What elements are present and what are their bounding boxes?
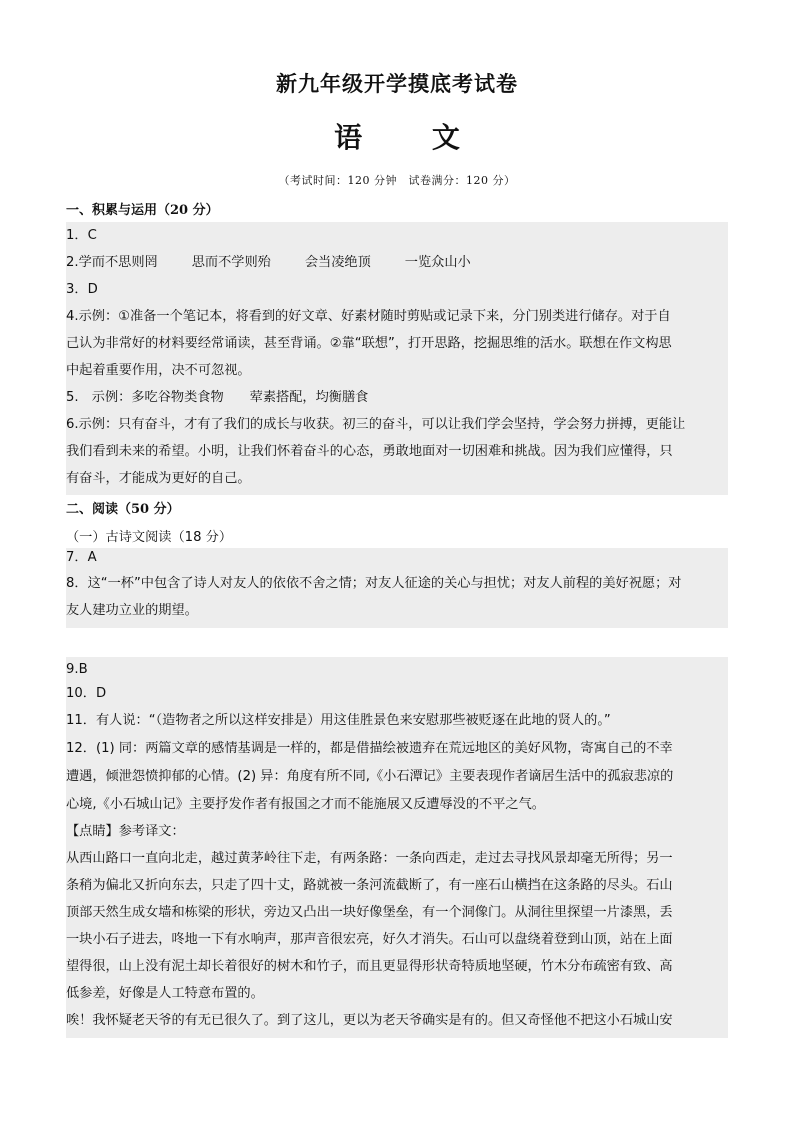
answer-phrase: 2.学而不思则罔	[66, 255, 158, 270]
answer-line-5	[66, 384, 726, 412]
answer-line: 遭遇，倾泄怨愤抑郁的心情。(2) 异：角度有所不同,《小石潭记》主要表现作者谪居生活中的孤寂悲凉的	[66, 769, 674, 784]
subsection-heading: （一）古诗文阅读（18 分）	[66, 530, 233, 545]
answer-phrase: 一览众山小	[404, 255, 471, 270]
answer-line: 6.示例：只有奋斗，才有了我们的成长与收获。初三的奋斗，可以让我们学会坚持，学会努力拼搏，更能让	[66, 417, 686, 432]
answer-line: 11．有人说：“（造物者之所以这样安排是）用这佳胜景色来安慰那些被贬逐在此地的贤人的。”	[66, 713, 611, 728]
answer-line: 我们看到未来的希望。小明，让我们怀着奋斗的心态，勇敢地面对一切困难和挑战。因为我们应懂得，只	[66, 444, 673, 459]
answer-line: 3．D	[66, 282, 98, 297]
answer-line: 一块小石子进去，咚地一下有水响声，那声音很宏亮，好久才消失。石山可以盘绕着登到山顶，站在上面	[66, 932, 673, 947]
answer-line: 顶部天然生成女墙和栋梁的形状，旁边又凸出一块好像堡垒，有一个洞像门。从洞往里探望一片漆黑，丢	[66, 905, 673, 920]
answer-phrase: 会当凌绝顶	[304, 255, 371, 270]
answer-line: 心境,《小石城山记》主要抒发作者有报国之才而不能施展又反遭辱没的不平之气。	[66, 797, 545, 812]
answer-line-2	[66, 249, 726, 277]
section-heading-2: 二、阅读（50 分）	[66, 502, 180, 517]
answer-line: 中起着重要作用，决不可忽视。	[66, 363, 251, 378]
subject-title: 语 文	[334, 121, 490, 154]
answer-line: 条稍为偏北又折向东去，只走了四十丈，路就被一条河流截断了，有一座石山横挡在这条路的尽头。石山	[66, 878, 673, 893]
exam-info: （考试时间：120 分钟 试卷满分：120 分）	[278, 174, 516, 187]
answer-line: 己认为非常好的材料要经常诵读，甚至背诵。②靠“联想”，打开思路，挖掘思维的活水。联想在作文构思	[66, 336, 672, 351]
section-heading-1: 一、积累与运用（20 分）	[66, 203, 219, 218]
answer-phrase: 5. 示例：多吃谷物类食物	[66, 390, 224, 405]
exam-title: 新九年级开学摸底考试卷	[276, 71, 518, 96]
answer-phrase: 荤素搭配，均衡膳食	[249, 390, 369, 405]
answer-line: 【点睛】参考译文：	[66, 824, 185, 839]
answer-line: 10．D	[66, 686, 107, 701]
answer-line: 友人建功立业的期望。	[66, 603, 198, 618]
answer-line: 8．这“一杯”中包含了诗人对友人的依依不舍之情；对友人征途的关心与担忧；对友人前程的美好祝愿；对	[66, 576, 682, 591]
answer-line: 1．C	[66, 228, 97, 243]
answer-line: 唉！我怀疑老天爷的有无已很久了。到了这儿，更以为老天爷确实是有的。但又奇怪他不把这小石城山安	[66, 1013, 673, 1028]
answer-line: 望得很，山上没有泥土却长着很好的树木和竹子，而且更显得形状奇特质地坚硬，竹木分布疏密有致、高	[66, 959, 673, 974]
answer-line: 低参差，好像是人工特意布置的。	[66, 986, 264, 1001]
answer-line: 12．(1) 同：两篇文章的感情基调是一样的，都是借描绘被遗弃在荒远地区的美好风物，寄寓自己的不幸	[66, 741, 673, 756]
answer-line: 从西山路口一直向北走，越过黄茅岭往下走，有两条路：一条向西走，走过去寻找风景却毫无所得；另一	[66, 851, 673, 866]
answer-line: 9.B	[66, 662, 88, 677]
answer-line: 7．A	[66, 550, 97, 565]
answer-line: 有奋斗，才能成为更好的自己。	[66, 471, 251, 486]
answer-line: 4.示例：①准备一个笔记本，将看到的好文章、好素材随时剪贴或记录下来，分门别类进行储存。对于自	[66, 309, 671, 324]
answer-phrase: 思而不学则殆	[191, 255, 271, 270]
